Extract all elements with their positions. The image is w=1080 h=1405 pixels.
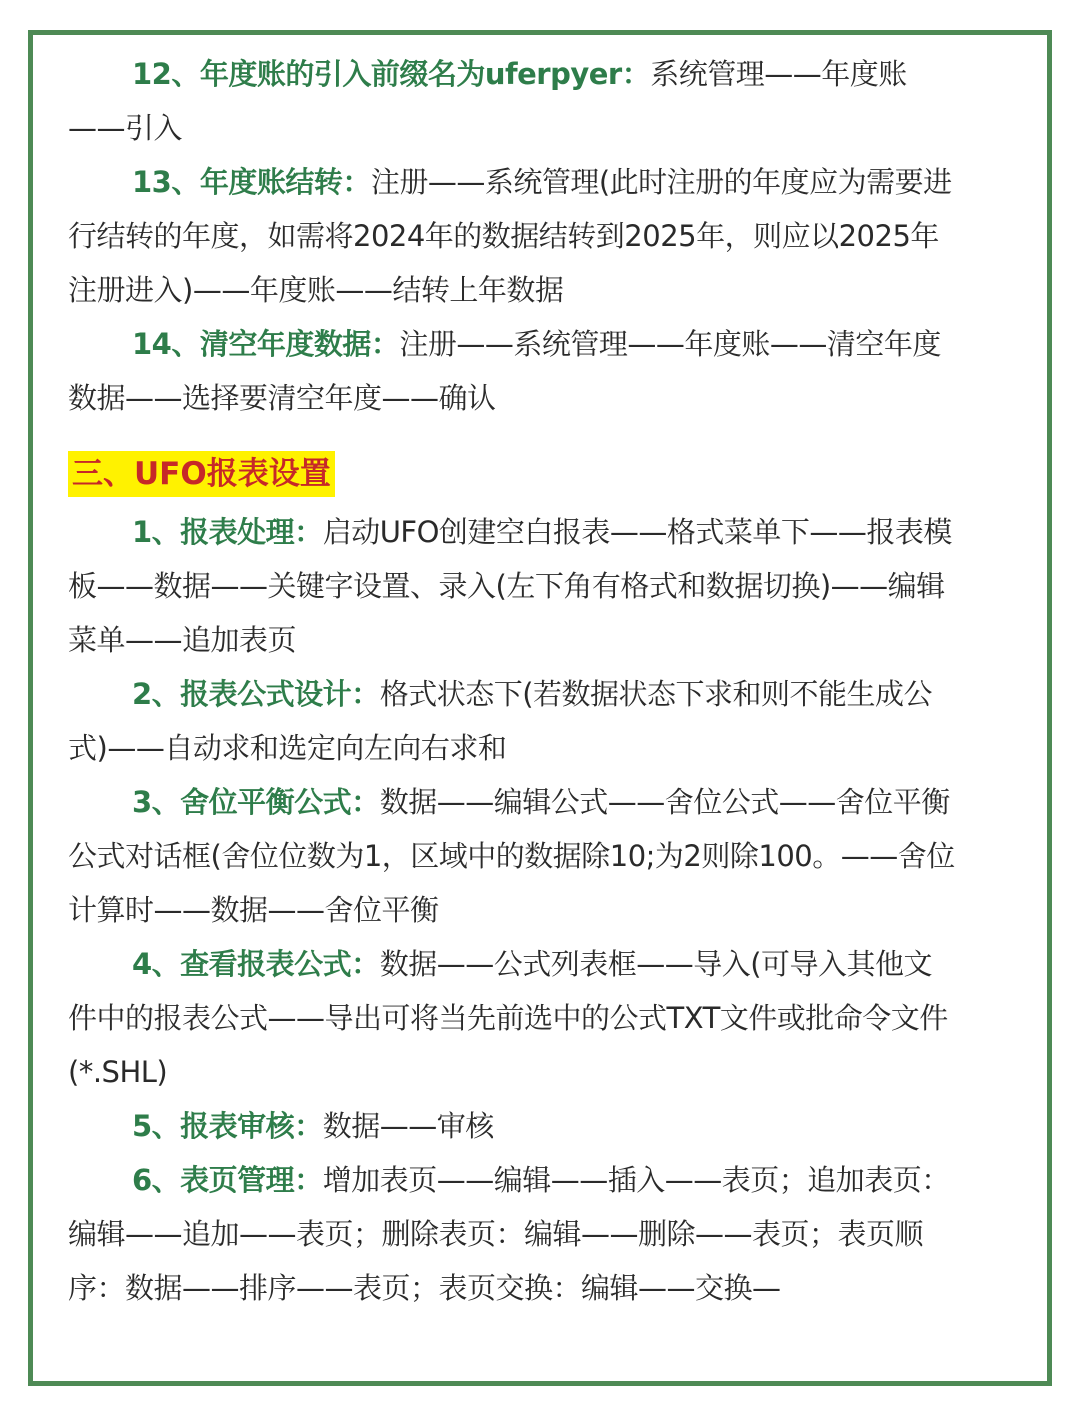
item-body: 启动UFO创建空白报表——格式菜单下——报表模板——数据——关键字设置、录入(左下角有格式和数据切换)——编辑菜单——追加表页	[68, 515, 952, 657]
item-heading: 13、年度账结转：	[132, 165, 371, 199]
ufo-item-6	[68, 1153, 958, 1315]
ufo-item-2	[68, 667, 958, 775]
item-heading: 1、报表处理：	[132, 515, 323, 549]
item-heading: 4、查看报表公式：	[132, 947, 380, 981]
item-body: 系统管理——年度账——引入	[68, 57, 907, 145]
item-heading: 3、舍位平衡公式：	[132, 785, 380, 819]
item-heading: 2、报表公式设计：	[132, 677, 380, 711]
item-body: 格式状态下(若数据状态下求和则不能生成公式)——自动求和选定向左向右求和	[68, 677, 933, 765]
item-body: 数据——审核	[322, 1109, 494, 1143]
ufo-item-1	[68, 505, 958, 667]
ufo-item-4	[68, 937, 958, 1099]
ufo-item-3	[68, 775, 958, 937]
item-body: 数据——编辑公式——舍位公式——舍位平衡公式对话框(舍位位数为1，区域中的数据除10;为2则除100。——舍位计算时——数据——舍位平衡	[68, 785, 955, 927]
item-heading: 6、表页管理：	[132, 1163, 323, 1197]
document-content	[68, 47, 958, 1315]
item-body: 增加表页——编辑——插入——表页；追加表页：编辑——追加——表页；删除表页：编辑——删除——表页；表页顺序：数据——排序——表页；表页交换：编辑——交换—	[68, 1163, 950, 1305]
item-body: 注册——系统管理——年度账——清空年度数据——选择要清空年度——确认	[68, 327, 941, 415]
item-14	[68, 317, 958, 425]
section-heading: 三、UFO报表设置	[68, 451, 335, 497]
item-body: 数据——公式列表框——导入(可导入其他文件中的报表公式——导出可将当先前选中的公式TXT文件或批命令文件(*.SHL)	[68, 947, 948, 1089]
section-heading-wrap	[68, 443, 958, 505]
item-heading: 12、年度账的引入前缀名为uferpyer：	[132, 57, 651, 91]
ufo-item-5	[68, 1099, 958, 1153]
item-12	[68, 47, 958, 155]
item-body: 注册——系统管理(此时注册的年度应为需要进行结转的年度，如需将2024年的数据结转到2025年，则应以2025年注册进入)——年度账——结转上年数据	[68, 165, 952, 307]
item-heading: 14、清空年度数据：	[132, 327, 400, 361]
item-13	[68, 155, 958, 317]
item-heading: 5、报表审核：	[132, 1109, 323, 1143]
